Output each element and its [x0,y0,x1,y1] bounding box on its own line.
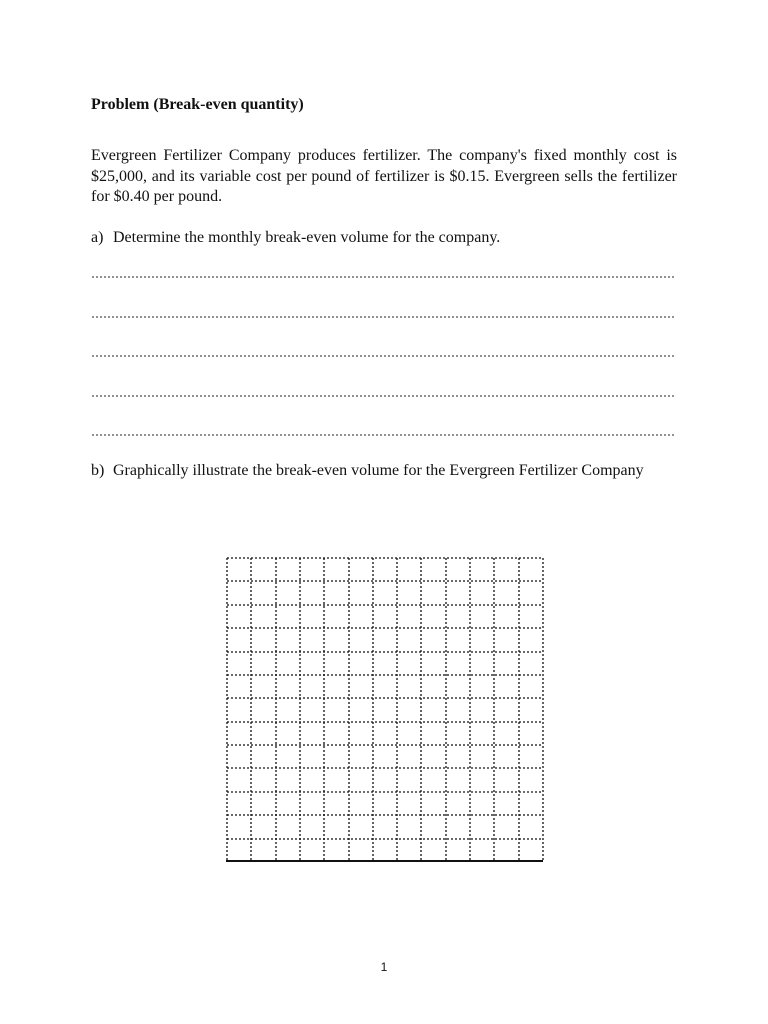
page-number: 1 [380,960,388,974]
answer-line-2 [91,316,675,318]
question-a [91,227,677,248]
problem-statement: Evergreen Fertilizer Company produces fertilizer. The company's fixed monthly cost is $25,000, and its variable cost per pound of fertilizer is $0.15. Evergreen sells the fertilizer for $0.40 per pound. [91,147,677,205]
graph-grid [226,557,544,863]
answer-line-3 [91,355,675,357]
answer-line-4 [91,395,675,397]
question-a-text: Determine the monthly break-even volume for the company. [113,229,501,246]
question-b [91,460,677,481]
problem-title: Problem (Break-even quantity) [91,96,304,113]
answer-line-1 [91,276,675,278]
question-a-marker: a) [91,229,104,246]
answer-line-5 [91,434,675,436]
question-b-text: Graphically illustrate the break-even volume for the Evergreen Fertilizer Company [113,462,644,479]
question-b-marker: b) [91,462,105,479]
